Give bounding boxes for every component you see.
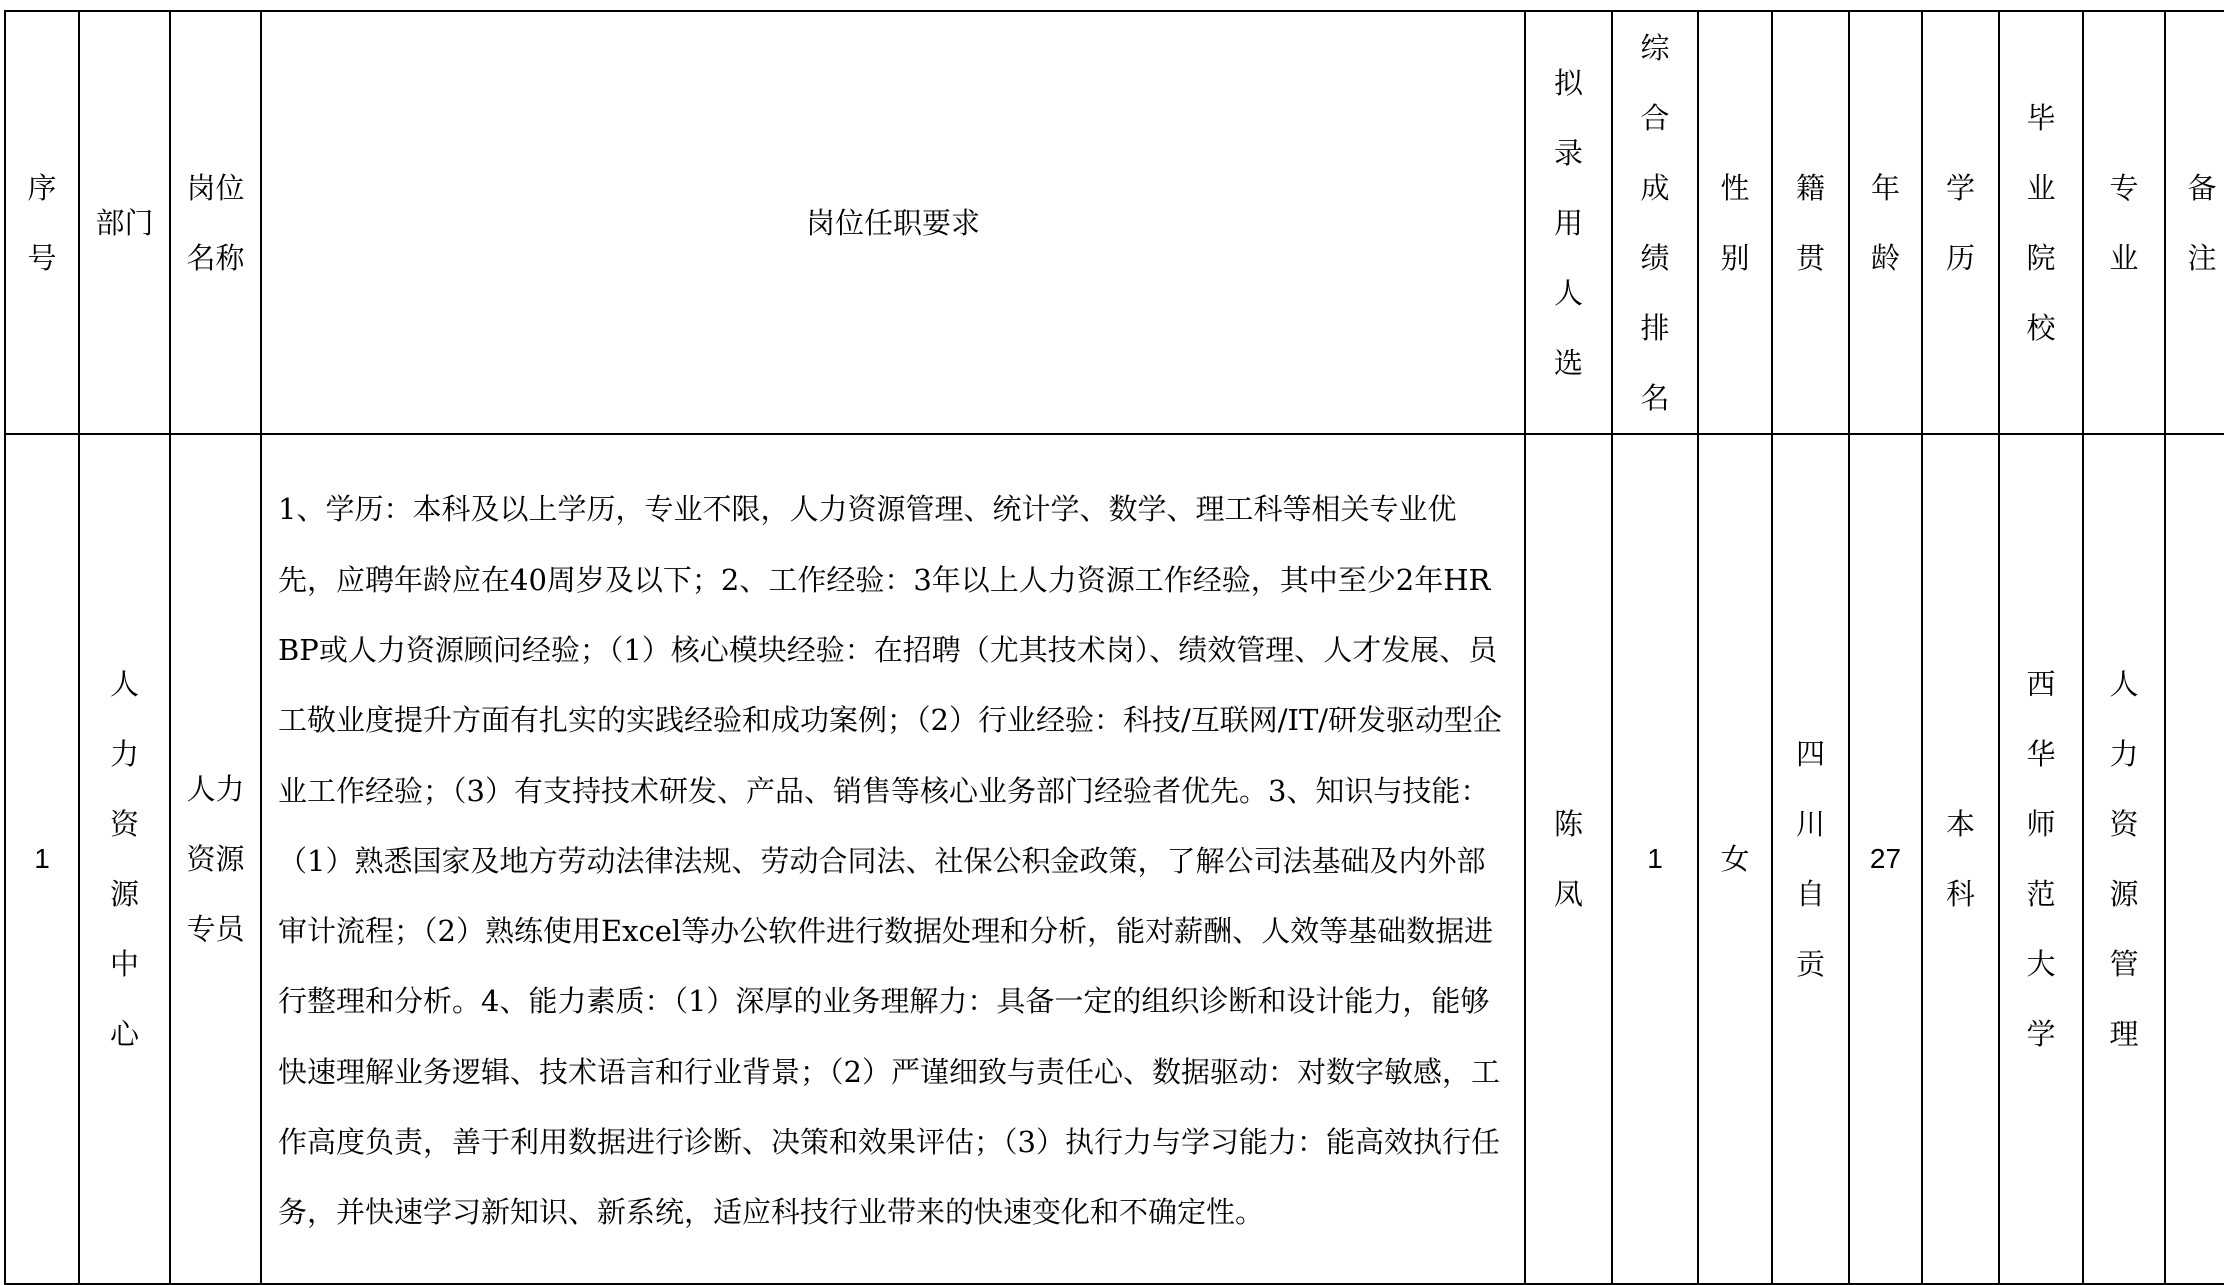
- header-requirements-cell: [261, 11, 1525, 434]
- row-requirements: 1、学历：本科及以上学历，专业不限，人力资源管理、统计学、数学、理工科等相关专业优先，应聘年龄应在40周岁及以下；2、工作经验：3年以上人力资源工作经验，其中至少2年HRBP或人力资源顾问经验；（1）核心模块经验：在招聘（尤其技术岗）、绩效管理、人才发展、员工敬业度提升方面有扎实的实践经验和成功案例；（2）行业经验：科技/互联网/IT/研发驱动型企业工作经验；（3）有支持技术研发、产品、销售等核心业务部门经验者优先。3、知识与技能：（1）熟悉国家及地方劳动法律法规、劳动合同法、社保公积金政策，了解公司法基础及内外部审计流程；（2）熟练使用Excel等办公软件进行数据处理和分析，能对薪酬、人效等基础数据进行整理和分析。4、能力素质：（1）深厚的业务理解力：具备一定的组织诊断和设计能力，能够快速理解业务逻辑、技术语言和行业背景；（2）严谨细致与责任心、数据驱动：对数字敏感，工作高度负责，善于利用数据进行诊断、决策和效果评估；（3）执行力与学习能力：能高效执行任务，并快速学习新知识、新系统，适应科技行业带来的快速变化和不确定性。: [278, 492, 1503, 1230]
- row-index: 1: [34, 843, 50, 874]
- row-department: 人力资源中心: [109, 667, 139, 1051]
- header-origin-cell: [1772, 11, 1849, 434]
- recruitment-table: [4, 10, 2224, 1285]
- row-origin: 四川自贡: [1795, 737, 1825, 981]
- header-education-cell: [1922, 11, 1999, 434]
- row-age: 27: [1869, 843, 1902, 874]
- header-remarks-cell: [2165, 11, 2224, 434]
- row-position-cell: [170, 434, 261, 1284]
- header-remarks: 备注: [2187, 170, 2217, 275]
- header-rank-cell: [1612, 11, 1698, 434]
- row-rank-cell: [1612, 434, 1698, 1284]
- header-candidate: 拟录用人选: [1553, 65, 1583, 380]
- table-row: [5, 434, 2224, 1284]
- row-index-cell: [5, 434, 79, 1284]
- header-major-cell: [2083, 11, 2165, 434]
- header-index-cell: [5, 11, 79, 434]
- header-requirements: 岗位任职要求: [805, 205, 980, 240]
- row-origin-cell: [1772, 434, 1849, 1284]
- header-index: 序号: [27, 170, 57, 275]
- header-department: 部门: [95, 205, 154, 240]
- header-row: [5, 11, 2224, 434]
- header-position-cell: [170, 11, 261, 434]
- header-school-cell: [1999, 11, 2083, 434]
- header-age: 年龄: [1870, 170, 1900, 275]
- row-education: 本科: [1945, 807, 1975, 911]
- row-candidate-cell: [1525, 434, 1612, 1284]
- header-school: 毕业院校: [2026, 100, 2056, 345]
- header-position: 岗位名称: [186, 170, 245, 275]
- header-age-cell: [1849, 11, 1922, 434]
- header-education: 学历: [1945, 170, 1975, 275]
- row-department-cell: [79, 434, 170, 1284]
- header-major: 专业: [2109, 170, 2139, 275]
- row-gender-cell: [1698, 434, 1772, 1284]
- row-major: 人力资源管理: [2109, 667, 2139, 1051]
- header-gender: 性别: [1720, 170, 1750, 275]
- header-gender-cell: [1698, 11, 1772, 434]
- row-school-cell: [1999, 434, 2083, 1284]
- row-education-cell: [1922, 434, 1999, 1284]
- row-candidate: 陈凤: [1553, 807, 1583, 911]
- row-position: 人力资源专员: [186, 772, 245, 946]
- header-origin: 籍贯: [1795, 170, 1825, 275]
- header-candidate-cell: [1525, 11, 1612, 434]
- header-department-cell: [79, 11, 170, 434]
- row-requirements-cell: [261, 434, 1525, 1284]
- header-rank: 综合成绩排名: [1640, 30, 1670, 415]
- row-major-cell: [2083, 434, 2165, 1284]
- row-age-cell: [1849, 434, 1922, 1284]
- row-remarks-cell: [2165, 434, 2224, 1284]
- row-gender: 女: [1720, 842, 1750, 876]
- row-school: 西华师范大学: [2026, 667, 2056, 1051]
- row-rank: 1: [1647, 843, 1663, 874]
